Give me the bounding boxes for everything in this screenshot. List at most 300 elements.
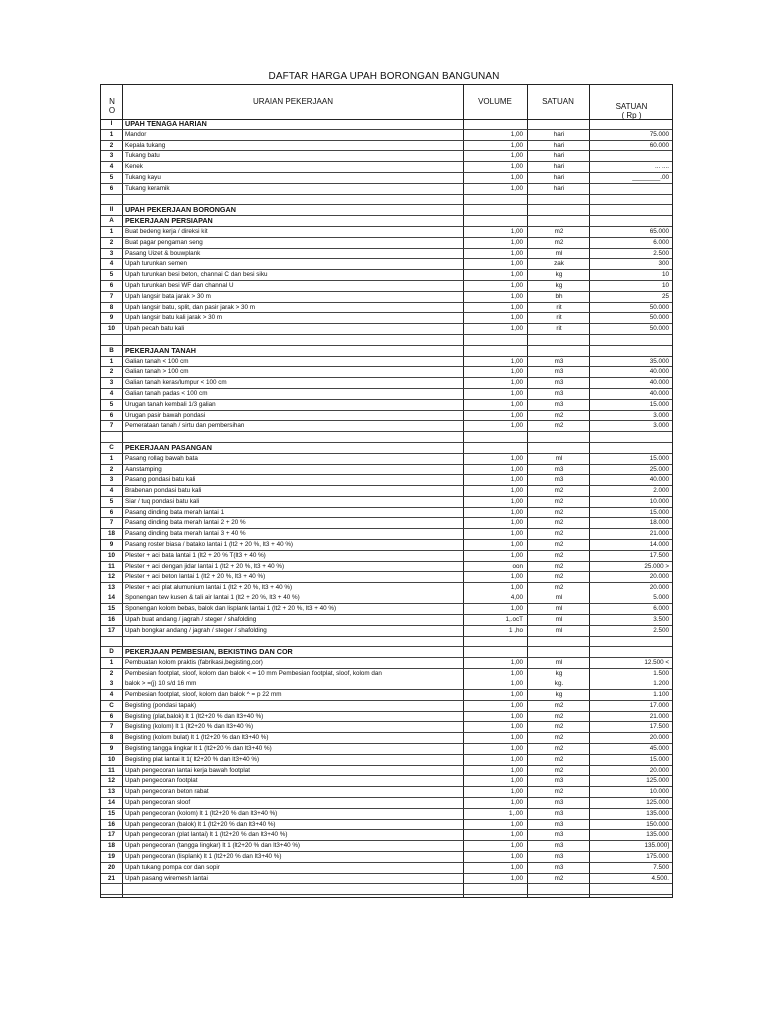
row-number: 3 [109,379,114,387]
row-price: 3.000 [653,411,669,419]
row-unit: hari [553,141,565,149]
row-unit: m2 [554,788,564,796]
table-row [101,454,672,465]
table-row [101,863,672,874]
row-number: 5 [109,400,114,408]
row-description: Upah pengecoran (lisplank) lt 1 (lt2+20 % dan lt3+40 %) [125,853,282,860]
table-row [101,841,672,852]
table-row [101,486,672,497]
row-number: 15 [107,605,115,613]
row-unit: m2 [554,508,564,516]
row-price: 10 [661,281,669,289]
row-description: PEKERJAAN PEMBESIAN, BEKISTING DAN COR [125,647,293,657]
row-number: 1 [109,130,114,138]
row-description: Aanstamping [125,465,162,473]
table-row [101,130,672,141]
row-price: 20.000 [649,766,669,774]
row-price: 6.000 [653,605,669,613]
table-row [101,151,672,162]
row-price: ________.00 [632,173,669,181]
row-price: 2.500 [653,626,669,634]
row-unit: m3 [554,400,564,408]
table-row [101,722,672,733]
row-description: Upah bongkar andang / jagrah / steger / shafolding [125,626,267,634]
row-price: 50.000 [649,325,669,333]
row-volume: 1,00 [510,519,523,527]
row-description: Urugan tanah kembali 1/3 galian [125,400,216,408]
row-volume: oon [512,562,523,570]
row-number: I [110,120,113,127]
row-number: 9 [109,541,114,549]
row-unit: m3 [554,465,564,473]
row-volume: 1,00 [510,745,523,753]
row-description: PEKERJAAN TANAH [125,345,196,355]
row-description: Galian tanah keras/lumpur < 100 cm [125,379,227,387]
table-row [101,378,672,389]
row-description: Upah pecah batu kali [125,325,185,333]
row-volume: 1,00 [510,141,523,149]
table-row [101,367,672,378]
table-row [101,518,672,529]
row-unit: m3 [554,389,564,397]
row-volume: 1,00 1,00 [510,670,523,688]
row-volume: 1,00 [510,411,523,419]
row-unit: m2 [554,562,564,570]
table-row [101,475,672,486]
table-row [101,162,672,173]
table-row [101,712,672,723]
table-row [101,540,672,551]
row-price: 35.000 [649,357,669,365]
row-unit: m2 ml [554,584,564,602]
row-description: Sponengan kolom bebas, balok dan lisplank lantai 1 (lt2 + 20 %, lt3 + 40 %) [125,605,337,613]
row-volume: 1,00 [510,465,523,473]
row-volume: 1,00 [510,389,523,397]
row-unit: m3 [554,853,564,860]
row-number: 3 [109,476,114,484]
row-description: Plester + aci bata lantai 1 (lt2 + 20 % T(lt3 + 40 %) [125,551,266,559]
section-row [101,647,672,658]
table-row [101,400,672,411]
row-price: 15.000 [649,508,669,516]
row-price: 2.000 [653,487,669,495]
row-price: 12.500 < [644,659,669,667]
table-row [101,313,672,324]
table-row [101,820,672,831]
row-description: Upah turunkan besi beton, channai C dan besi siku [125,271,268,279]
row-description: Upah pasang wiremesh lantai [125,874,208,882]
row-description: Upah pengecoran sloof [125,799,191,807]
row-unit: bh [555,292,563,300]
row-number: 15 [107,809,115,817]
row-unit: m2 [554,551,564,559]
row-volume: 1 ,ho [508,626,523,634]
header-satuan: SATUAN [542,97,574,106]
row-description: Pembesian footplat, sloof, kolom dan balok ^ = p 22 mm [125,691,282,699]
row-price: 135.000 [646,809,669,817]
row-unit: m3 [554,820,564,828]
row-number: 12 [107,777,115,785]
row-number: 6 [109,184,114,192]
row-description: UPAH PEKERJAAN BORONGAN [125,205,236,215]
row-unit: m3 [554,863,564,871]
row-number: 18 [107,530,115,538]
table-row [101,508,672,519]
row-number: 4 [109,691,114,699]
row-description: Upah pengecoran (kolom) lt 1 (lt2+20 % dan lt3+40 %) [125,809,278,817]
row-description: Plester + aci plat alumunium lantai 1 (lt2 + 20 %, lt3 + 40 %) Sponengan tew kusen & tali air lantai 1 (lt2 + 20 %, lt3 + 40 %) [125,584,300,602]
row-volume: 1,00 [510,853,523,860]
row-number: 3 [109,249,114,257]
row-number: D [109,648,114,656]
row-price: 25.000 [649,465,669,473]
table-row [101,227,672,238]
header-harga: SATUAN ( Rp ) [615,102,648,120]
row-price: ... .... [655,163,669,171]
section-row [101,443,672,454]
row-price: 135.000] [644,842,669,850]
row-volume: 1,00 [510,691,523,699]
table-row [101,572,672,583]
row-price: 75.000 [649,130,669,138]
row-description: Upah pengecoran (plat lantai) lt 1 (lt2+20 % dan lt3+40 %) [125,831,288,839]
row-unit: m3 [554,476,564,484]
row-unit: m3 [554,777,564,785]
row-number: 1 [109,227,114,235]
row-number: 7 [109,422,114,430]
row-price: 40.000 [649,389,669,397]
row-price: 4.500. [651,874,669,882]
row-price: 10.000 [649,497,669,505]
row-price: 2.500 [653,249,669,257]
row-unit: ml [555,454,563,462]
row-description: Upah langsir batu kali jarak > 30 m [125,314,223,322]
row-volume: 1,00 [510,723,523,731]
row-number: 5 [109,173,114,181]
row-price: 300 [658,260,669,268]
table-body [101,119,672,895]
row-description: Begisting tangga lingkar lt 1 (lt2+20 % dan lt3+40 %) [125,745,272,753]
row-unit: kg [555,281,563,289]
row-volume: 1,00 [510,227,523,235]
row-price: 17.500 [649,723,669,731]
row-description: Upah pengecoran footplat [125,777,198,785]
row-volume: 1,00 [510,799,523,807]
row-volume: 1,00 [510,454,523,462]
row-description: Pasang rollag bawah bata [125,454,198,462]
row-volume: 1,00 [510,820,523,828]
table-row [101,798,672,809]
row-number: 19 [107,853,115,860]
row-price: 45.000 [649,745,669,753]
row-volume: 1,00 [510,357,523,365]
row-price: 125.000 [646,777,669,785]
row-price: 15.000 [649,400,669,408]
row-volume: 1,00 [510,551,523,559]
row-unit: m2 [554,238,564,246]
row-price: 50.000 [649,303,669,311]
table-row [101,744,672,755]
row-unit: kg kg. [554,670,564,688]
row-volume: 1,00 [510,863,523,871]
row-unit: m2 [554,712,564,720]
row-number: 17 [107,831,115,839]
row-number: 4 [109,487,114,495]
table-row [101,411,672,422]
price-table [100,84,673,898]
row-number: 10 [107,325,115,333]
row-number: 2 [109,238,114,246]
row-unit: m2 [554,487,564,495]
row-price: 3.500 [653,616,669,624]
row-unit: ml [555,659,563,667]
row-description: Plester + aci dengan jidar lantai 1 (lt2 + 20 %, lt3 + 40 %) [125,562,285,570]
row-number: 18 [107,842,115,850]
row-unit: ml [555,626,563,634]
row-volume: 1,00 [510,292,523,300]
row-price: 125.000 [646,799,669,807]
table-row [101,562,672,573]
row-price: 20.000 [649,734,669,742]
row-number: 13 14 [107,584,115,602]
row-unit: hari [553,152,565,160]
row-price: 60.000 [649,141,669,149]
table-row [101,809,672,820]
row-price: 14.000 [649,541,669,549]
row-unit: m2 [554,734,564,742]
section-row [101,119,672,130]
table-row [101,195,672,206]
row-number: 2 [109,141,114,149]
row-number: 16 [107,820,115,828]
row-unit: kg [555,271,563,279]
row-price: 10 [661,271,669,279]
row-unit: zak [554,260,564,268]
row-volume: 1,.00 [508,809,523,817]
row-volume: 1,00 [510,874,523,882]
row-number: 1 [109,659,114,667]
row-number: 9 [109,745,114,753]
row-description: Upah turunkan semen [125,260,187,268]
table-row [101,701,672,712]
row-volume: 1,.ocT [505,616,523,624]
row-unit: hari [553,163,565,171]
row-volume: 1,00 [510,368,523,376]
row-description: Upah turunkan besi WF dan channal U [125,281,234,289]
row-number: 9 [109,314,114,322]
table-row [101,259,672,270]
row-number: 4 [109,389,114,397]
row-description: Plester + aci beton lantai 1 (lt2 + 20 %, lt3 + 40 %) [125,573,266,581]
table-row [101,465,672,476]
row-volume: 1,00 [510,303,523,311]
table-row [101,173,672,184]
row-volume: 1,00 [510,831,523,839]
row-number: 7 [109,723,114,731]
row-price: 6.000 [653,238,669,246]
row-price: 17.000 [649,701,669,709]
row-unit: hari [553,173,565,181]
row-number: C [109,443,114,451]
table-row [101,690,672,701]
row-unit: ml [555,249,563,257]
row-number: B [109,346,114,354]
row-description: Siar / tuq pondasi batu kali [125,497,200,505]
row-description: Tukang keramik [125,184,170,192]
table-row [101,766,672,777]
row-description: Tukang batu [125,152,160,160]
row-number: 4 [109,260,114,268]
row-description: Begisting (pondasi tapak) [125,701,197,709]
table-row [101,755,672,766]
row-unit: m3 [554,842,564,850]
row-description: Kepala tukang [125,141,166,149]
row-volume: 1,00 [510,842,523,850]
row-description: Galian tanah > 100 cm [125,368,189,376]
table-row [101,421,672,432]
table-row [101,626,672,637]
row-description: Mandor [125,130,147,138]
table-row [101,270,672,281]
row-unit: m2 [554,530,564,538]
table-row [101,830,672,841]
row-volume: 1,00 [510,379,523,387]
row-description: Upah langsir batu, split, dan pasir jarak > 30 m [125,303,256,311]
row-volume: 1,00 [510,271,523,279]
row-description: Galian tanah < 100 cm [125,357,189,365]
table-row [101,874,672,885]
row-volume: 1,00 [510,152,523,160]
row-volume: 1,00 [510,530,523,538]
row-description: Begisting (kolom) lt 1 (lt2+20 % dan lt3+40 %) [125,723,254,731]
row-description: Urugan pasir bawah pondasi [125,411,206,419]
table-header [101,85,672,120]
row-number: 20 [107,863,115,871]
row-description: Pemerataan tanah / sirtu dan pembersihan [125,422,245,430]
row-unit: m2 [554,874,564,882]
row-description: Upah langsir bata jarak > 30 m [125,292,211,300]
row-volume: 1,00 [510,701,523,709]
row-number: 6 [109,411,114,419]
row-unit: m3 [554,368,564,376]
row-number: 13 [107,788,115,796]
row-description: PEKERJAAN PERSIAPAN [125,216,213,226]
table-row [101,669,672,690]
row-price: 3.000 [653,422,669,430]
row-unit: m2 [554,541,564,549]
row-volume: 1,00 [510,659,523,667]
row-volume: 1,00 [510,325,523,333]
row-unit: m2 [554,573,564,581]
row-description: Buat bedeng kerja / direksi kit [125,227,208,235]
row-description: Upah tukang pompa cor dan sopir [125,863,220,871]
row-unit: m3 [554,799,564,807]
table-row [101,292,672,303]
row-number: 8 [109,303,114,311]
row-unit: ml [555,616,563,624]
row-volume: 1,00 [510,777,523,785]
table-row [101,529,672,540]
row-price: 40.000 [649,368,669,376]
row-price: 25 [661,292,669,300]
row-price: 1.500 1.200 [653,670,669,688]
document-title: DAFTAR HARGA UPAH BORONGAN BANGUNAN [268,71,500,82]
table-row [101,335,672,346]
row-description: Pembesian footplat, sloof, kolom dan balok < = 10 mm Pembesian footplat, sloof, kolom dan balok > =(j) 10 s/d 16 mm [125,670,382,688]
row-number: 1 [109,454,114,462]
row-volume: 1,00 [510,184,523,192]
row-volume: 1,00 [510,734,523,742]
row-description: Pasang roster biasa / batako lantai 1 (lt2 + 20 %, lt3 + 40 %) [125,541,294,549]
row-unit: m3 [554,357,564,365]
row-number: 7 [109,292,114,300]
table-row [101,615,672,626]
section-row [101,346,672,357]
row-number: 2 3 [109,670,114,688]
row-price: 15.000 [649,755,669,763]
row-description: Pasang dinding bata merah lantai 3 + 40 % [125,530,246,538]
row-price: 15.000 [649,454,669,462]
row-unit: m2 [554,723,564,731]
row-description: Tukang kayu [125,173,161,181]
table-row [101,141,672,152]
table-row [101,238,672,249]
row-number: 21 [107,874,115,882]
row-number: 17 [107,626,115,634]
row-number: 5 [109,271,114,279]
row-unit: rit [556,325,562,333]
row-unit: m2 [554,755,564,763]
table-row [101,733,672,744]
table-row [101,852,672,863]
row-number: 11 [108,766,115,774]
row-volume: 1,00 [510,281,523,289]
table-row [101,637,672,648]
table-row [101,604,672,615]
row-number: 16 [107,616,115,624]
row-description: Galian tanah padas < 100 cm [125,389,208,397]
row-volume: 1,00 [510,249,523,257]
row-description: Upah buat andang / jagrah / steger / shafolding [125,616,257,624]
row-description: Kenek [125,163,143,171]
row-price: 150.000 [646,820,669,828]
table-row [101,776,672,787]
row-volume: 1,00 [510,712,523,720]
row-unit: m2 [554,766,564,774]
row-number: 6 [109,508,114,516]
row-price: 40.000 [649,476,669,484]
row-number: A [109,217,114,225]
row-volume: 1,00 [510,260,523,268]
row-unit: m2 [554,227,564,235]
row-unit: m3 [554,379,564,387]
row-price: 40.000 [649,379,669,387]
table-row [101,249,672,260]
table-row [101,884,672,895]
row-description: Begisting (kolom bulat) lt 1 (lt2+20 % dan lt3+40 %) [125,734,269,742]
table-row [101,551,672,562]
row-number: 6 [109,281,114,289]
row-number: 2 [109,368,114,376]
row-price: 17.500 [649,551,669,559]
row-price: 10.000 [649,788,669,796]
table-row [101,184,672,195]
row-volume: 1,00 [510,163,523,171]
row-description: Pasang pondasi batu kali [125,476,196,484]
row-volume: 1,00 [510,238,523,246]
table-row [101,432,672,443]
row-number: 1 [109,357,114,365]
